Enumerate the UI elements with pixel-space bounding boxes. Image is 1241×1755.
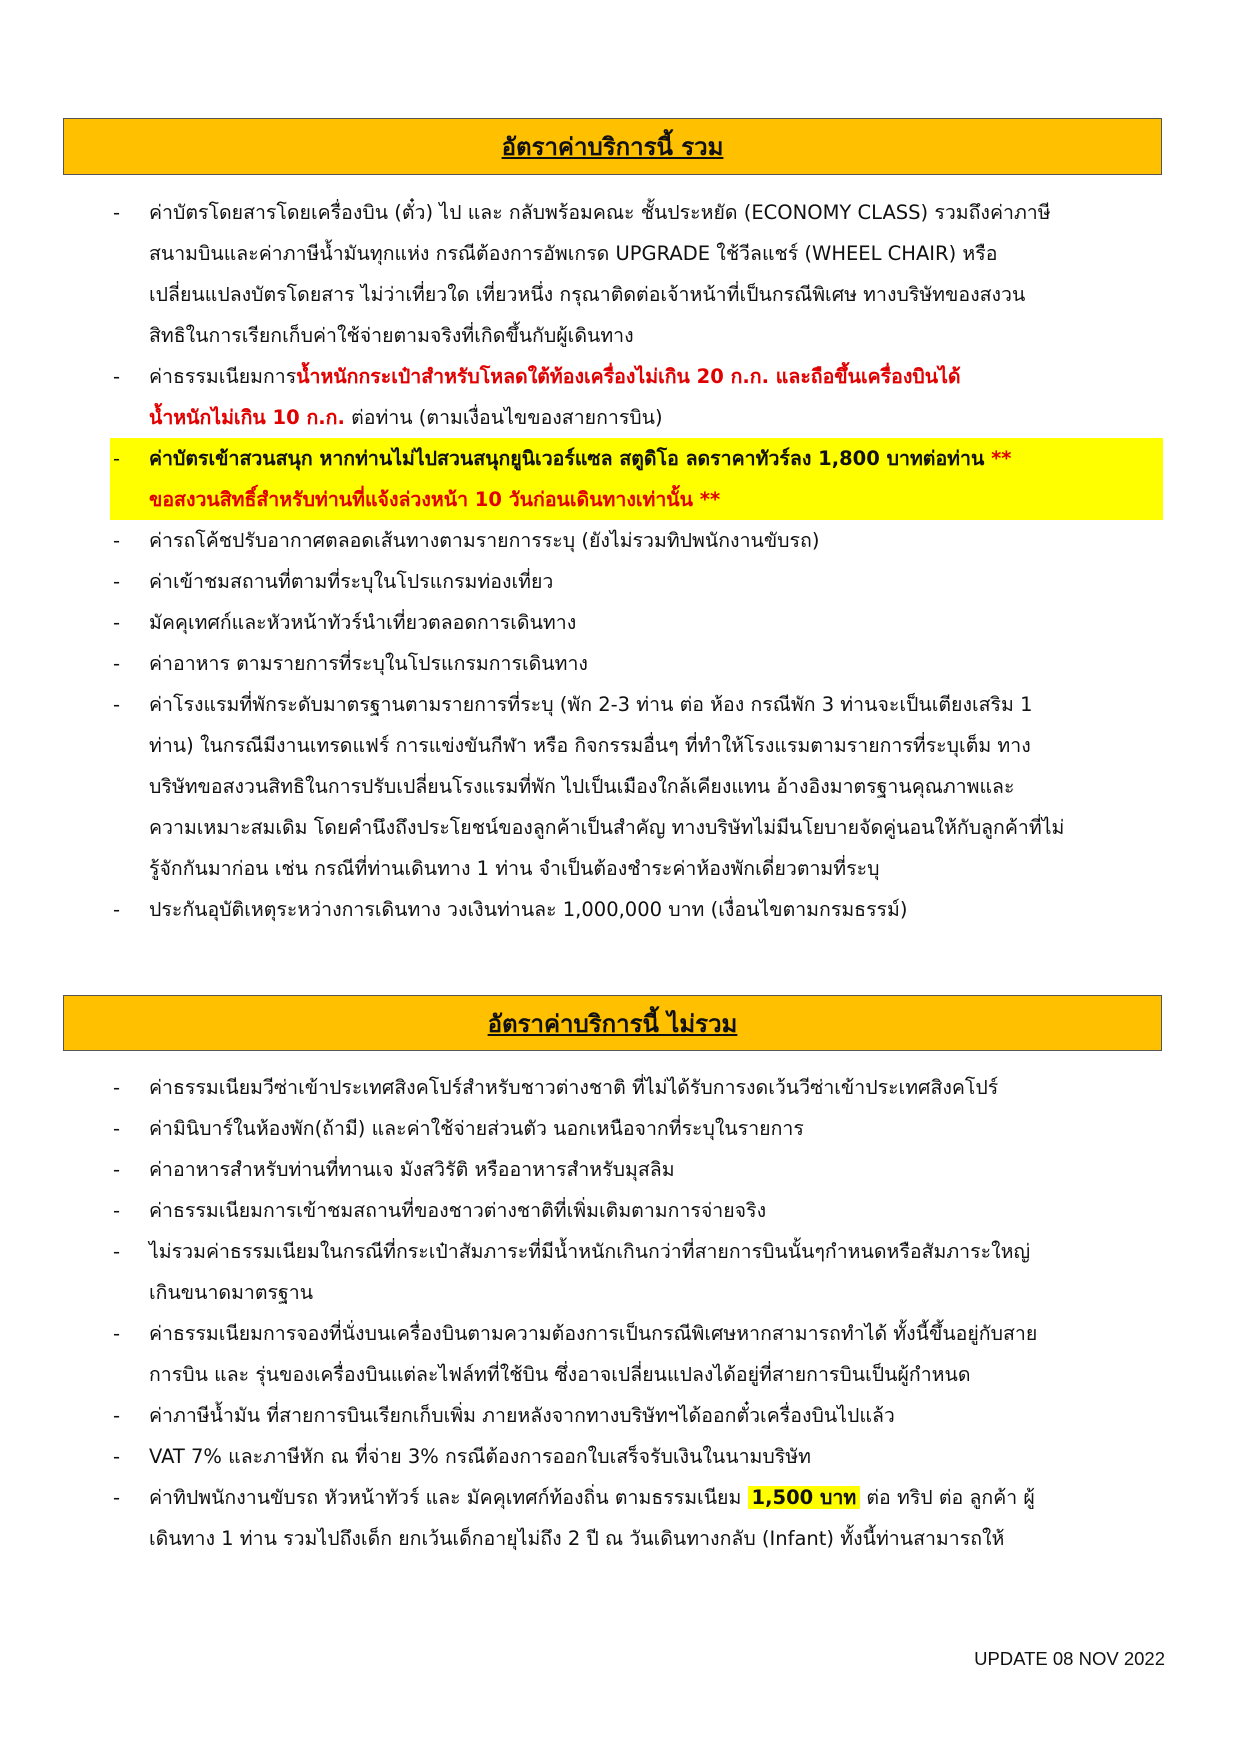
list-item: - ค่าธรรมเนียมการจองที่นั่งบนเครื่องบินตามความต้องการเป็นกรณีพิเศษหากสามารถทำได้ ทั้งนี้ขึ้นอยู่กับสาย การบิน และ รุ่นของเครื่องบินแต่ละไฟล์ทที่ใช้บิน ซึ่งอาจเปลี่ยนแปลงได้อยู่ที่สายการบินเป็นผู้กำหนด <box>113 1322 1038 1386</box>
update-date: UPDATE 08 NOV 2022 <box>974 1648 1165 1669</box>
list-item: - ค่าอาหาร ตามรายการที่ระบุในโปรแกรมการเดินทาง <box>113 652 588 675</box>
list-item: - ค่าอาหารสำหรับท่านที่ทานเจ มังสวิรัติ หรืออาหารสำหรับมุสลิม <box>113 1158 675 1181</box>
list-item-theme-park: - ค่าบัตรเข้าสวนสนุก หากท่านไม่ไปสวนสนุกยูนิเวอร์แซล สตูดิโอ ลดราคาทัวร์ลง 1,800 บาทต่อท่าน ** ขอสงวนสิทธิ์สำหรับท่านที่แจ้งล่วงหน้า 10 วันก่อนเดินทางเท่านั้น ** <box>110 438 1163 520</box>
list-item: - VAT 7% และภาษีหัก ณ ที่จ่าย 3% กรณีต้องการออกใบเสร็จรับเงินในนามบริษัท <box>113 1445 811 1468</box>
excluded-list <box>113 1067 1163 1559</box>
list-item: - ค่าโรงแรมที่พักระดับมาตรฐานตามรายการที่ระบุ (พัก 2-3 ท่าน ต่อ ห้อง กรณีพัก 3 ท่านจะเป็นเตียงเสริม 1 ท่าน) ในกรณีมีงานเทรดแฟร์ การแข่งขันกีฬา หรือ กิจกรรมอื่นๆ ที่ทำให้โรงแรมตามรายการที่ระบุเต็ม ทาง บริษัทขอสงวนสิทธิในการปรับเปลี่ยนโรงแรมที่พัก ไปเป็นเมืองใกล้เคียงแทน อ้างอิงมาตรฐานคุณภาพและ ความเหมาะสมเดิม โดยคำนึงถึงประโยชน์ของลูกค้าเป็นสำคัญ ทางบริษัทไม่มีนโยบายจัดคู่นอนให้กับลูกค้าที่ไม่ รู้จักกันมาก่อน เช่น กรณีที่ท่านเดินทาง 1 ท่าน จำเป็นต้องชำระค่าห้องพักเดี่ยวตามที่ระบุ <box>113 693 1065 880</box>
list-item-baggage: - ค่าธรรมเนียมการน้ำหนักกระเป๋าสำหรับโหลดใต้ท้องเครื่องไม่เกิน 20 ก.ก. และถือขึ้นเครื่องบินได้ น้ำหนักไม่เกิน 10 ก.ก. ต่อท่าน (ตามเงื่อนไขของสายการบิน) <box>113 365 961 429</box>
list-item: - ค่าธรรมเนียมการเข้าชมสถานที่ของชาวต่างชาติที่เพิ่มเติมตามการจ่ายจริง <box>113 1199 767 1222</box>
tip-amount-highlight: 1,500 บาท <box>748 1486 861 1509</box>
list-item: - ค่ารถโค้ชปรับอากาศตลอดเส้นทางตามรายการระบุ (ยังไม่รวมทิปพนักงานขับรถ) <box>113 529 820 552</box>
included-title: อัตราค่าบริการนี้ รวม <box>501 133 724 161</box>
list-item: - ประกันอุบัติเหตุระหว่างการเดินทาง วงเงินท่านละ 1,000,000 บาท (เงื่อนไขตามกรมธรรม์) <box>113 898 908 921</box>
excluded-header <box>63 995 1162 1051</box>
list-item: - ไม่รวมค่าธรรมเนียมในกรณีที่กระเป๋าสัมภาระที่มีน้ำหนักเกินกว่าที่สายการบินนั้นๆกำหนดหรือสัมภาระใหญ่ เกินขนาดมาตรฐาน <box>113 1240 1031 1304</box>
list-item: - ค่ามินิบาร์ในห้องพัก(ถ้ามี) และค่าใช้จ่ายส่วนตัว นอกเหนือจากที่ระบุในรายการ <box>113 1117 804 1140</box>
list-item: - ค่าเข้าชมสถานที่ตามที่ระบุในโปรแกรมท่องเที่ยว <box>113 570 554 593</box>
list-item: - ค่าธรรมเนียมวีซ่าเข้าประเทศสิงคโปร์สำหรับชาวต่างชาติ ที่ไม่ได้รับการงดเว้นวีซ่าเข้าประเทศสิงคโปร์ <box>113 1076 999 1099</box>
list-item-tip: - ค่าทิปพนักงานขับรถ หัวหน้าทัวร์ และ มัคคุเทศก์ท้องถิ่น ตามธรรมเนียม 1,500 บาท ต่อ ทริป ต่อ ลูกค้า ผู้ เดินทาง 1 ท่าน รวมไปถึงเด็ก ยกเว้นเด็กอายุไม่ถึง 2 ปี ณ วันเดินทางกลับ (Infant) ทั้งนี้ท่านสามารถให้ <box>113 1486 1035 1550</box>
list-item: - มัคคุเทศก์และหัวหน้าทัวร์นำเที่ยวตลอดการเดินทาง <box>113 611 577 634</box>
included-list <box>113 192 1163 930</box>
list-item: - ค่าบัตรโดยสารโดยเครื่องบิน (ตั๋ว) ไป และ กลับพร้อมคณะ ชั้นประหยัด (ECONOMY CLASS) รวมถึงค่าภาษี สนามบินและค่าภาษีน้ำมันทุกแห่ง กรณีต้องการอัพเกรด UPGRADE ใช้วีลแชร์ (WHEEL CHAIR) หรือ เปลี่ยนแปลงบัตรโดยสาร ไม่ว่าเที่ยวใด เที่ยวหนึ่ง กรุณาติดต่อเจ้าหน้าที่เป็นกรณีพิเศษ ทางบริษัทของสงวน สิทธิในการเรียกเก็บค่าใช้จ่ายตามจริงที่เกิดขึ้นกับผู้เดินทาง <box>113 201 1051 347</box>
included-header <box>63 118 1162 175</box>
list-item: - ค่าภาษีน้ำมัน ที่สายการบินเรียกเก็บเพิ่ม ภายหลังจากทางบริษัทฯได้ออกตั๋วเครื่องบินไปแล้ว <box>113 1404 895 1427</box>
excluded-title: อัตราค่าบริการนี้ ไม่รวม <box>487 1009 738 1038</box>
